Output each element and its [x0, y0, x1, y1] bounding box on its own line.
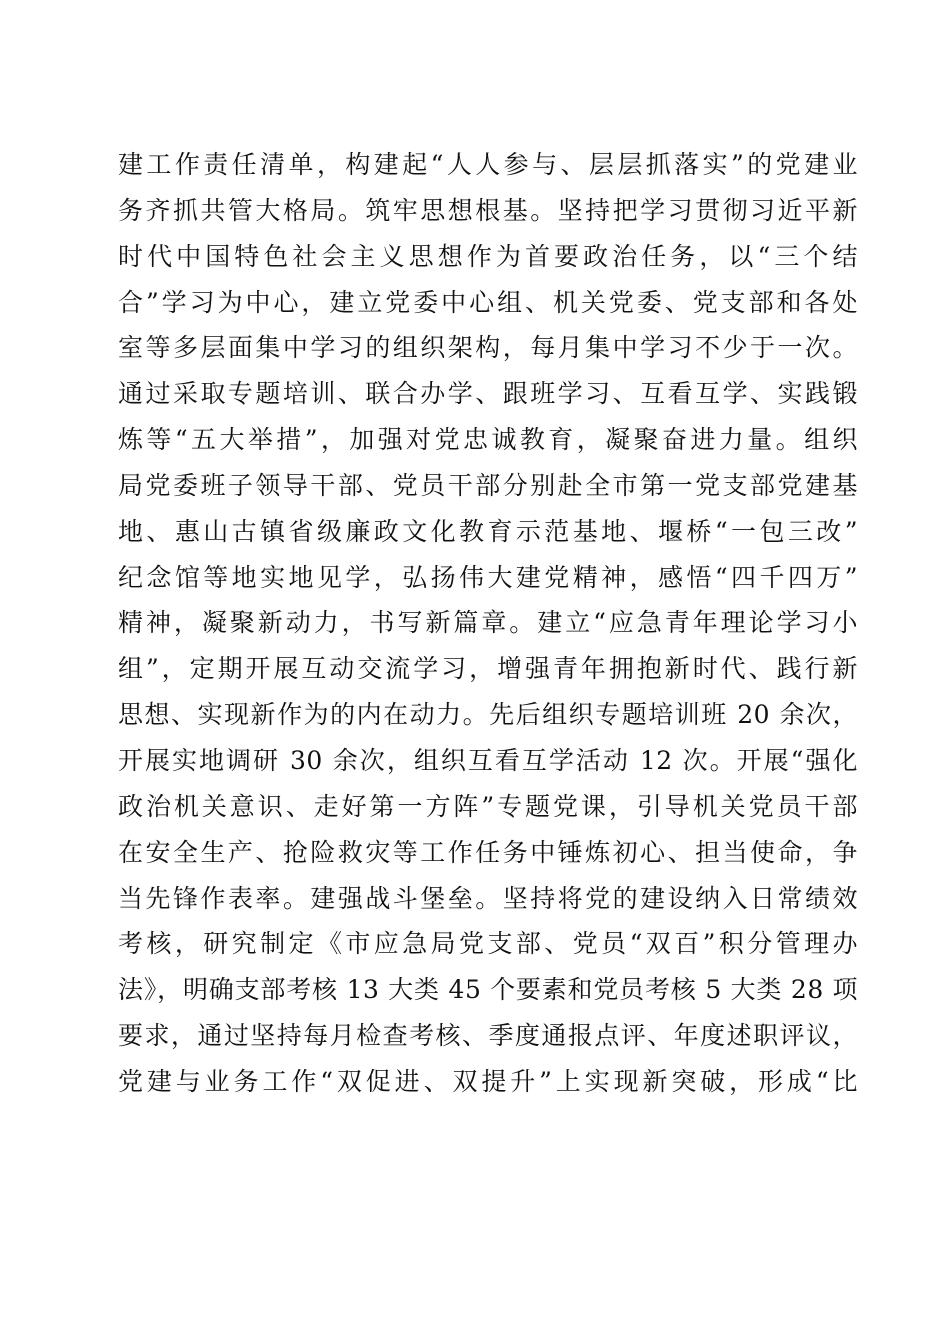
- text-line-3: 时代中国特色社会主义思想作为首要政治任务，以“三个结: [118, 241, 858, 271]
- text-line-21: 党建与业务工作“双促进、双提升”上实现新突破，形成“比: [118, 1066, 858, 1096]
- text-line-19: 法》，明确支部考核 13 大类 45 个要素和党员考核 5 大类 28 项: [118, 975, 858, 1005]
- text-line-7: 炼等“五大举措”，加强对党忠诚教育，凝聚奋进力量。组织: [118, 425, 858, 455]
- text-line-16: 在安全生产、抢险救灾等工作任务中锤炼初心、担当使命，争: [118, 837, 858, 867]
- text-line-1: 建工作责任清单，构建起“人人参与、层层抓落实”的党建业: [118, 150, 858, 179]
- text-line-10: 纪念馆等地实地见学，弘扬伟大建党精神，感悟“四千四万”: [118, 562, 858, 592]
- text-line-9: 地、惠山古镇省级廉政文化教育示范基地、堰桥“一包三改”: [118, 516, 858, 546]
- text-line-15: 政治机关意识、走好第一方阵”专题党课，引导机关党员干部: [118, 791, 858, 821]
- text-line-13: 思想、实现新作为的内在动力。先后组织专题培训班 20 余次，: [118, 700, 858, 730]
- text-line-14: 开展实地调研 30 余次，组织互看互学活动 12 次。开展“强化: [118, 745, 858, 775]
- text-line-20: 要求，通过坚持每月检查考核、季度通报点评、年度述职评议，: [118, 1021, 858, 1051]
- text-line-2: 务齐抓共管大格局。筑牢思想根基。坚持把学习贯彻习近平新: [118, 195, 858, 225]
- text-line-12: 组”，定期开展互动交流学习，增强青年拥抱新时代、践行新: [118, 654, 858, 684]
- text-line-6: 通过采取专题培训、联合办学、跟班学习、互看互学、实践锻: [118, 379, 858, 409]
- text-line-17: 当先锋作表率。建强战斗堡垒。坚持将党的建设纳入日常绩效: [118, 883, 858, 913]
- text-line-5: 室等多层面集中学习的组织架构，每月集中学习不少于一次。: [118, 333, 858, 363]
- text-line-8: 局党委班子领导干部、党员干部分别赴全市第一党支部党建基: [118, 470, 858, 500]
- text-line-18: 考核，研究制定《市应急局党支部、党员“双百”积分管理办: [118, 929, 858, 959]
- text-line-4: 合”学习为中心，建立党委中心组、机关党委、党支部和各处: [118, 287, 858, 317]
- text-line-11: 精神，凝聚新动力，书写新篇章。建立“应急青年理论学习小: [118, 608, 858, 638]
- body-paragraph: [118, 142, 858, 1105]
